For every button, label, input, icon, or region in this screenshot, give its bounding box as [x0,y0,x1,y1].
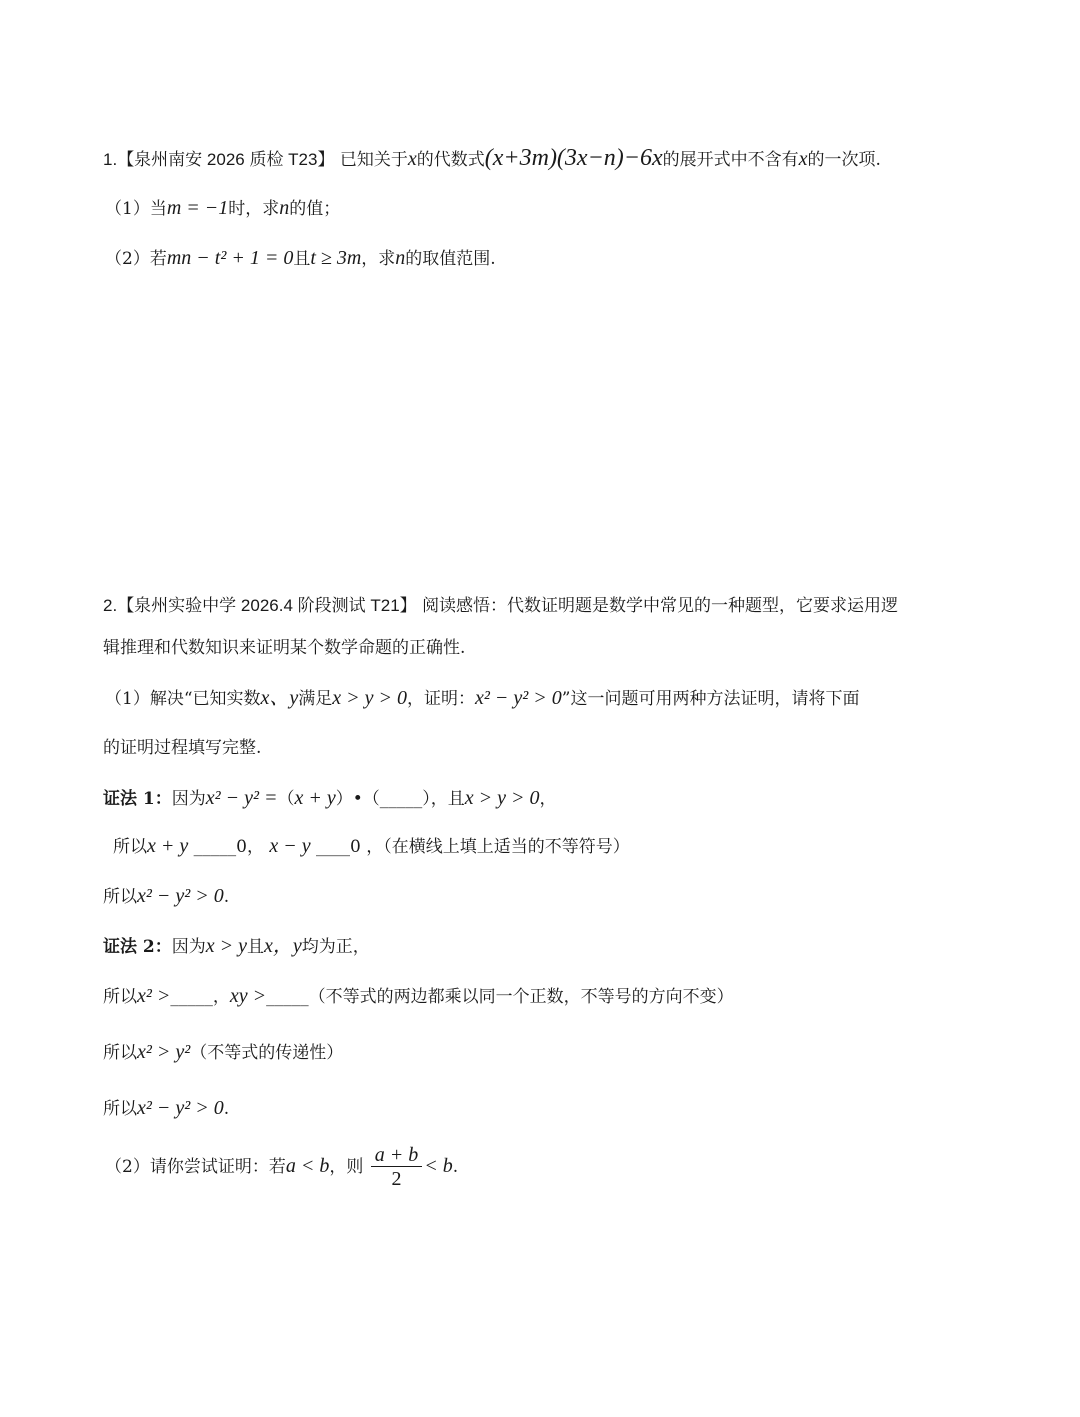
method2-label: 证法 2： [103,937,172,957]
blank-1: _____0， [193,837,264,857]
method1-line2: 所以x + y _____0， x − y ____0 ，（在横线上填上适当的不等符号） [113,835,630,857]
blank-4: _____（不等式的两边都乘以同一个正数，不等号的方向不变） [266,987,734,1007]
method1-line1: 证法 1：因为x² − y² =（x + y）•（_____），且x > y > 0， [103,787,557,809]
q1-number: 1. [103,150,118,169]
fraction-numerator: a + b [371,1144,423,1167]
method2-line2: 所以x² >_____，xy >_____（不等式的两边都乘以同一个正数，不等号的方向不变） [103,985,734,1007]
q2-number: 2. [103,596,118,615]
method2-line4: 所以x² − y² > 0. [103,1097,230,1119]
q1-part2: （2）若mn − t² + 1 = 0且t ≥ 3m，求n的取值范围. [105,247,496,269]
fraction [371,1144,423,1191]
fraction-denominator: 2 [391,1168,402,1190]
q2-intro-line2: 辑推理和代数知识来证明某个数学命题的正确性. [103,638,466,658]
method1-line3: 所以x² − y² > 0. [103,885,230,907]
blank-2: ____0 ，（在横线上填上适当的不等符号） [316,837,630,857]
method1-label: 证法 1： [103,789,172,809]
q2-part1-line2: 的证明过程填写完整. [103,738,262,758]
blank-3: _____， [170,987,230,1007]
q2-intro-line1: 2.【泉州实验中学 2026.4 阶段测试 T21】 阅读感悟：代数证明题是数学中常见的一种题型，它要求运用逻 [103,596,899,616]
q2-part1-line1: （1）解决“已知实数x、y满足x > y > 0，证明：x² − y² > 0”这一问题可用两种方法证明，请将下面 [105,687,860,709]
q2-part2: （2）请你尝试证明：若a < b，则 $\frac{a + b}{2}$ < b. [105,1144,459,1190]
q1-source: 【泉州南安 2026 质检 T23】 [117,150,335,169]
q1-part1: （1）当m = −1时，求n的值； [105,197,341,219]
method2-line1: 证法 2：因为x > y且x，y均为正， [103,935,370,957]
q1-expression: (x+3m)(3x−n)−6x [484,145,663,171]
q2-source: 【泉州实验中学 2026.4 阶段测试 T21】 [117,596,417,615]
method2-line3: 所以x² > y²（不等式的传递性） [103,1041,344,1063]
q1-stem: 1.【泉州南安 2026 质检 T23】 已知关于x的代数式(x+3m)(3x−n)−6x的展开式中不含有x的一次项. [103,145,881,171]
